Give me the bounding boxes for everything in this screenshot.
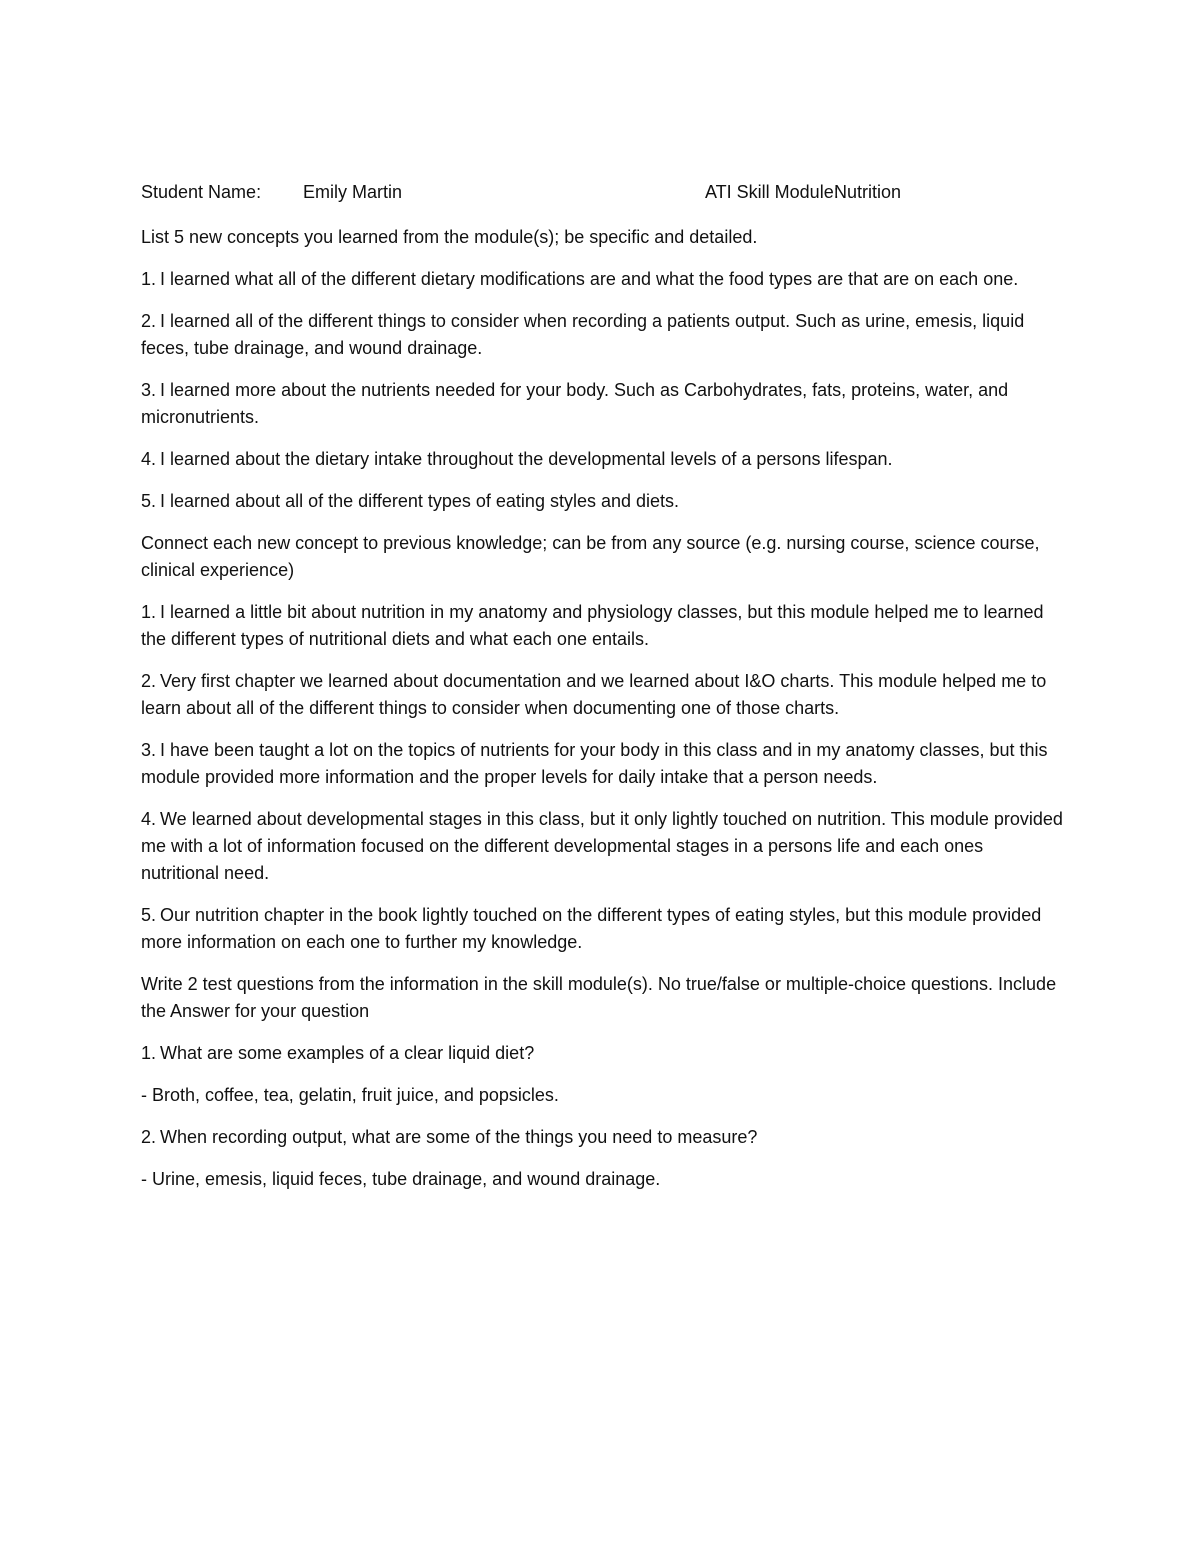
item-text: I learned about the dietary intake throughout the developmental levels of a persons lifespan. bbox=[160, 449, 893, 469]
item-text: I learned what all of the different dietary modifications are and what the food types are that are on each one. bbox=[160, 269, 1019, 289]
item-text: I learned all of the different things to consider when recording a patients output. Such as urine, emesis, liquid feces, tube drainage, and wound drainage. bbox=[141, 311, 1025, 358]
section2-item-3 bbox=[141, 737, 1066, 791]
section2-item-5 bbox=[141, 902, 1066, 956]
item-number: 5. bbox=[141, 905, 157, 925]
student-name-label: Student Name: bbox=[141, 182, 262, 202]
item-number: 5. bbox=[141, 491, 157, 511]
section2-prompt: Connect each new concept to previous knowledge; can be from any source (e.g. nursing course, science course, clinical experience) bbox=[141, 533, 1040, 580]
item-text: I have been taught a lot on the topics of nutrients for your body in this class and in my anatomy classes, but this module provided more information and the proper levels for daily intake that a person needs. bbox=[141, 740, 1048, 787]
test-answer-2: - Urine, emesis, liquid feces, tube drainage, and wound drainage. bbox=[141, 1169, 661, 1189]
section2-item-2 bbox=[141, 668, 1066, 722]
section2-item-4 bbox=[141, 806, 1066, 887]
document-header bbox=[141, 179, 1066, 206]
section1-prompt: List 5 new concepts you learned from the module(s); be specific and detailed. bbox=[141, 227, 758, 247]
item-number: 4. bbox=[141, 449, 157, 469]
section3-prompt: Write 2 test questions from the information in the skill module(s). No true/false or multiple-choice questions. Include the Answer for your question bbox=[141, 974, 1057, 1021]
item-number: 4. bbox=[141, 809, 157, 829]
question-text: What are some examples of a clear liquid diet? bbox=[160, 1043, 535, 1063]
section2-item-1 bbox=[141, 599, 1066, 653]
section1-item-4 bbox=[141, 446, 1066, 473]
item-text: Our nutrition chapter in the book lightly touched on the different types of eating styles, but this module provided more information on each one to further my knowledge. bbox=[141, 905, 1042, 952]
question-number: 2. bbox=[141, 1127, 157, 1147]
document-body bbox=[141, 179, 1066, 1208]
item-text: I learned a little bit about nutrition in my anatomy and physiology classes, but this module helped me to learned the different types of nutritional diets and what each one entails. bbox=[141, 602, 1044, 649]
module-name-value: Nutrition bbox=[834, 182, 902, 202]
question-text: When recording output, what are some of the things you need to measure? bbox=[160, 1127, 758, 1147]
item-text: We learned about developmental stages in this class, but it only lightly touched on nutrition. This module provided me with a lot of information focused on the different developmental stages in a persons life and each ones nutritional need. bbox=[141, 809, 1063, 883]
test-question-2 bbox=[141, 1124, 1066, 1151]
item-text: I learned about all of the different types of eating styles and diets. bbox=[160, 491, 680, 511]
module-label: ATI Skill Module: bbox=[705, 182, 839, 202]
test-question-1 bbox=[141, 1040, 1066, 1067]
student-name-value: Emily Martin bbox=[303, 182, 403, 202]
section1-item-5 bbox=[141, 488, 1066, 515]
section1-item-1 bbox=[141, 266, 1066, 293]
item-number: 3. bbox=[141, 740, 157, 760]
item-number: 1. bbox=[141, 269, 157, 289]
item-number: 3. bbox=[141, 380, 157, 400]
question-number: 1. bbox=[141, 1043, 157, 1063]
item-text: I learned more about the nutrients needed for your body. Such as Carbohydrates, fats, proteins, water, and micronutrients. bbox=[141, 380, 1009, 427]
test-answer-1: - Broth, coffee, tea, gelatin, fruit juice, and popsicles. bbox=[141, 1085, 559, 1105]
item-number: 1. bbox=[141, 602, 157, 622]
section1-item-3 bbox=[141, 377, 1066, 431]
item-number: 2. bbox=[141, 671, 157, 691]
section1-item-2 bbox=[141, 308, 1066, 362]
item-text: Very first chapter we learned about documentation and we learned about I&O charts. This module helped me to learn about all of the different things to consider when documenting one of those charts. bbox=[141, 671, 1047, 718]
item-number: 2. bbox=[141, 311, 157, 331]
